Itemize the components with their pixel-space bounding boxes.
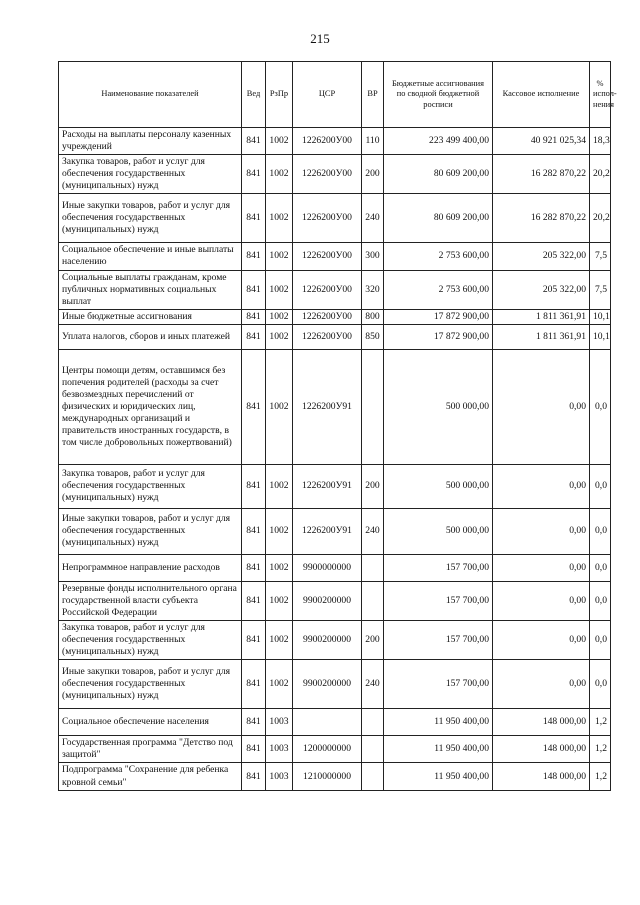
cell-name: Резервные фонды исполнительного органа государственной власти субъекта Российской Федерации bbox=[59, 581, 242, 620]
header-vr: ВР bbox=[362, 62, 384, 128]
cell-cash: 0,00 bbox=[493, 554, 590, 581]
cell-csr: 1226200У00 bbox=[293, 128, 362, 155]
cell-csr: 1200000000 bbox=[293, 736, 362, 763]
cell-vr: 200 bbox=[362, 464, 384, 508]
cell-vr: 300 bbox=[362, 243, 384, 270]
cell-vr: 850 bbox=[362, 324, 384, 349]
cell-csr: 1226200У91 bbox=[293, 464, 362, 508]
cell-budget: 500 000,00 bbox=[384, 464, 493, 508]
cell-csr: 1226200У91 bbox=[293, 508, 362, 554]
cell-vr bbox=[362, 709, 384, 736]
cell-name: Подпрограмма "Сохранение для ребенка кровной семьи" bbox=[59, 763, 242, 790]
cell-csr: 1226200У00 bbox=[293, 309, 362, 324]
table-row bbox=[59, 464, 611, 508]
header-rzpr: РзПр bbox=[266, 62, 293, 128]
cell-cash: 205 322,00 bbox=[493, 243, 590, 270]
cell-name: Закупка товаров, работ и услуг для обеспечения государственных (муниципальных) нужд bbox=[59, 155, 242, 194]
cell-csr: 1226200У00 bbox=[293, 155, 362, 194]
cell-csr bbox=[293, 709, 362, 736]
table-header-row bbox=[59, 62, 611, 128]
header-ved: Вед bbox=[242, 62, 266, 128]
header-name: Наименование показателей bbox=[59, 62, 242, 128]
cell-csr: 9900200000 bbox=[293, 660, 362, 709]
cell-budget: 11 950 400,00 bbox=[384, 763, 493, 790]
cell-cash: 1 811 361,91 bbox=[493, 324, 590, 349]
cell-percent: 1,2 bbox=[590, 763, 611, 790]
cell-csr: 1226200У00 bbox=[293, 270, 362, 309]
cell-cash: 148 000,00 bbox=[493, 763, 590, 790]
cell-csr: 1226200У00 bbox=[293, 243, 362, 270]
cell-budget: 157 700,00 bbox=[384, 660, 493, 709]
header-percent: % испол-нения bbox=[590, 62, 611, 128]
cell-percent: 0,0 bbox=[590, 660, 611, 709]
cell-name: Социальное обеспечение населения bbox=[59, 709, 242, 736]
page-number: 215 bbox=[310, 31, 330, 46]
cell-rzpr: 1002 bbox=[266, 554, 293, 581]
cell-cash: 0,00 bbox=[493, 508, 590, 554]
cell-name: Непрограммное направление расходов bbox=[59, 554, 242, 581]
cell-ved: 841 bbox=[242, 581, 266, 620]
cell-rzpr: 1002 bbox=[266, 309, 293, 324]
table-row bbox=[59, 324, 611, 349]
cell-cash: 16 282 870,22 bbox=[493, 194, 590, 243]
cell-rzpr: 1002 bbox=[266, 155, 293, 194]
cell-rzpr: 1002 bbox=[266, 621, 293, 660]
budget-table bbox=[58, 61, 617, 791]
cell-ved: 841 bbox=[242, 155, 266, 194]
cell-vr bbox=[362, 349, 384, 464]
cell-ved: 841 bbox=[242, 309, 266, 324]
cell-percent: 0,0 bbox=[590, 508, 611, 554]
cell-percent: 10,1 bbox=[590, 324, 611, 349]
cell-budget: 80 609 200,00 bbox=[384, 155, 493, 194]
cell-csr: 1226200У00 bbox=[293, 194, 362, 243]
cell-ved: 841 bbox=[242, 621, 266, 660]
cell-ved: 841 bbox=[242, 736, 266, 763]
cell-vr: 200 bbox=[362, 155, 384, 194]
cell-name: Социальные выплаты гражданам, кроме публичных нормативных социальных выплат bbox=[59, 270, 242, 309]
cell-rzpr: 1003 bbox=[266, 763, 293, 790]
table-body bbox=[59, 128, 611, 791]
cell-ved: 841 bbox=[242, 660, 266, 709]
cell-cash: 0,00 bbox=[493, 464, 590, 508]
cell-percent: 1,2 bbox=[590, 709, 611, 736]
cell-cash: 0,00 bbox=[493, 621, 590, 660]
cell-rzpr: 1002 bbox=[266, 508, 293, 554]
cell-cash: 0,00 bbox=[493, 660, 590, 709]
cell-budget: 17 872 900,00 bbox=[384, 309, 493, 324]
cell-csr: 1210000000 bbox=[293, 763, 362, 790]
cell-percent: 0,0 bbox=[590, 554, 611, 581]
cell-rzpr: 1002 bbox=[266, 194, 293, 243]
table-row bbox=[59, 554, 611, 581]
cell-ved: 841 bbox=[242, 270, 266, 309]
cell-name: Расходы на выплаты персоналу казенных учреждений bbox=[59, 128, 242, 155]
cell-budget: 157 700,00 bbox=[384, 581, 493, 620]
cell-budget: 2 753 600,00 bbox=[384, 270, 493, 309]
cell-vr: 240 bbox=[362, 660, 384, 709]
table-row bbox=[59, 155, 611, 194]
table-row bbox=[59, 621, 611, 660]
header-csr: ЦСР bbox=[293, 62, 362, 128]
cell-name: Государственная программа "Детство под защитой" bbox=[59, 736, 242, 763]
cell-vr bbox=[362, 736, 384, 763]
cell-budget: 157 700,00 bbox=[384, 554, 493, 581]
cell-name: Уплата налогов, сборов и иных платежей bbox=[59, 324, 242, 349]
cell-percent: 0,0 bbox=[590, 621, 611, 660]
cell-rzpr: 1003 bbox=[266, 736, 293, 763]
cell-csr: 1226200У00 bbox=[293, 324, 362, 349]
cell-ved: 841 bbox=[242, 709, 266, 736]
table-row bbox=[59, 736, 611, 763]
cell-budget: 500 000,00 bbox=[384, 349, 493, 464]
cell-percent: 0,0 bbox=[590, 581, 611, 620]
cell-vr: 800 bbox=[362, 309, 384, 324]
cell-cash: 40 921 025,34 bbox=[493, 128, 590, 155]
table-row bbox=[59, 243, 611, 270]
cell-cash: 1 811 361,91 bbox=[493, 309, 590, 324]
header-budget: Бюджетные ассигнования по сводной бюджетной росписи bbox=[384, 62, 493, 128]
cell-percent: 20,2 bbox=[590, 155, 611, 194]
cell-name: Социальное обеспечение и иные выплаты населению bbox=[59, 243, 242, 270]
cell-budget: 223 499 400,00 bbox=[384, 128, 493, 155]
cell-budget: 2 753 600,00 bbox=[384, 243, 493, 270]
cell-name: Иные закупки товаров, работ и услуг для обеспечения государственных (муниципальных) нужд bbox=[59, 508, 242, 554]
cell-rzpr: 1002 bbox=[266, 464, 293, 508]
cell-csr: 9900200000 bbox=[293, 621, 362, 660]
cell-cash: 148 000,00 bbox=[493, 736, 590, 763]
cell-percent: 0,0 bbox=[590, 464, 611, 508]
cell-percent: 10,1 bbox=[590, 309, 611, 324]
cell-csr: 9900000000 bbox=[293, 554, 362, 581]
cell-csr: 1226200У91 bbox=[293, 349, 362, 464]
cell-vr: 200 bbox=[362, 621, 384, 660]
table-row bbox=[59, 128, 611, 155]
cell-ved: 841 bbox=[242, 554, 266, 581]
cell-budget: 80 609 200,00 bbox=[384, 194, 493, 243]
table-row bbox=[59, 194, 611, 243]
cell-rzpr: 1002 bbox=[266, 660, 293, 709]
cell-budget: 11 950 400,00 bbox=[384, 709, 493, 736]
cell-vr: 320 bbox=[362, 270, 384, 309]
cell-cash: 148 000,00 bbox=[493, 709, 590, 736]
cell-csr: 9900200000 bbox=[293, 581, 362, 620]
cell-budget: 17 872 900,00 bbox=[384, 324, 493, 349]
cell-percent: 20,2 bbox=[590, 194, 611, 243]
cell-vr: 110 bbox=[362, 128, 384, 155]
table-row bbox=[59, 349, 611, 464]
cell-budget: 500 000,00 bbox=[384, 508, 493, 554]
cell-ved: 841 bbox=[242, 763, 266, 790]
cell-budget: 157 700,00 bbox=[384, 621, 493, 660]
cell-cash: 0,00 bbox=[493, 581, 590, 620]
table-row bbox=[59, 270, 611, 309]
cell-rzpr: 1002 bbox=[266, 270, 293, 309]
cell-percent: 18,3 bbox=[590, 128, 611, 155]
cell-ved: 841 bbox=[242, 508, 266, 554]
cell-ved: 841 bbox=[242, 194, 266, 243]
cell-name: Иные закупки товаров, работ и услуг для обеспечения государственных (муниципальных) нужд bbox=[59, 660, 242, 709]
cell-rzpr: 1002 bbox=[266, 128, 293, 155]
table-row bbox=[59, 508, 611, 554]
cell-name: Центры помощи детям, оставшимся без попечения родителей (расходы за счет безвозмездных перечислений от физических и юридических лиц, международных организаций и правительств иностранных государств, в том числе добровольных пожертвований) bbox=[59, 349, 242, 464]
cell-cash: 0,00 bbox=[493, 349, 590, 464]
cell-cash: 205 322,00 bbox=[493, 270, 590, 309]
cell-vr bbox=[362, 554, 384, 581]
cell-vr: 240 bbox=[362, 508, 384, 554]
cell-percent: 7,5 bbox=[590, 243, 611, 270]
cell-budget: 11 950 400,00 bbox=[384, 736, 493, 763]
cell-ved: 841 bbox=[242, 243, 266, 270]
cell-percent: 1,2 bbox=[590, 736, 611, 763]
cell-ved: 841 bbox=[242, 128, 266, 155]
cell-name: Закупка товаров, работ и услуг для обеспечения государственных (муниципальных) нужд bbox=[59, 621, 242, 660]
cell-name: Закупка товаров, работ и услуг для обеспечения государственных (муниципальных) нужд bbox=[59, 464, 242, 508]
cell-cash: 16 282 870,22 bbox=[493, 155, 590, 194]
cell-rzpr: 1002 bbox=[266, 581, 293, 620]
cell-vr: 240 bbox=[362, 194, 384, 243]
cell-rzpr: 1002 bbox=[266, 349, 293, 464]
table-row bbox=[59, 660, 611, 709]
cell-ved: 841 bbox=[242, 349, 266, 464]
cell-vr bbox=[362, 581, 384, 620]
table-row bbox=[59, 763, 611, 790]
cell-rzpr: 1002 bbox=[266, 324, 293, 349]
header-cash: Кассовое исполнение bbox=[493, 62, 590, 128]
cell-percent: 7,5 bbox=[590, 270, 611, 309]
cell-rzpr: 1002 bbox=[266, 243, 293, 270]
cell-ved: 841 bbox=[242, 324, 266, 349]
table-row bbox=[59, 309, 611, 324]
table-row bbox=[59, 709, 611, 736]
cell-vr bbox=[362, 763, 384, 790]
cell-name: Иные закупки товаров, работ и услуг для обеспечения государственных (муниципальных) нужд bbox=[59, 194, 242, 243]
table-row bbox=[59, 581, 611, 620]
cell-percent: 0,0 bbox=[590, 349, 611, 464]
cell-rzpr: 1003 bbox=[266, 709, 293, 736]
cell-name: Иные бюджетные ассигнования bbox=[59, 309, 242, 324]
cell-ved: 841 bbox=[242, 464, 266, 508]
